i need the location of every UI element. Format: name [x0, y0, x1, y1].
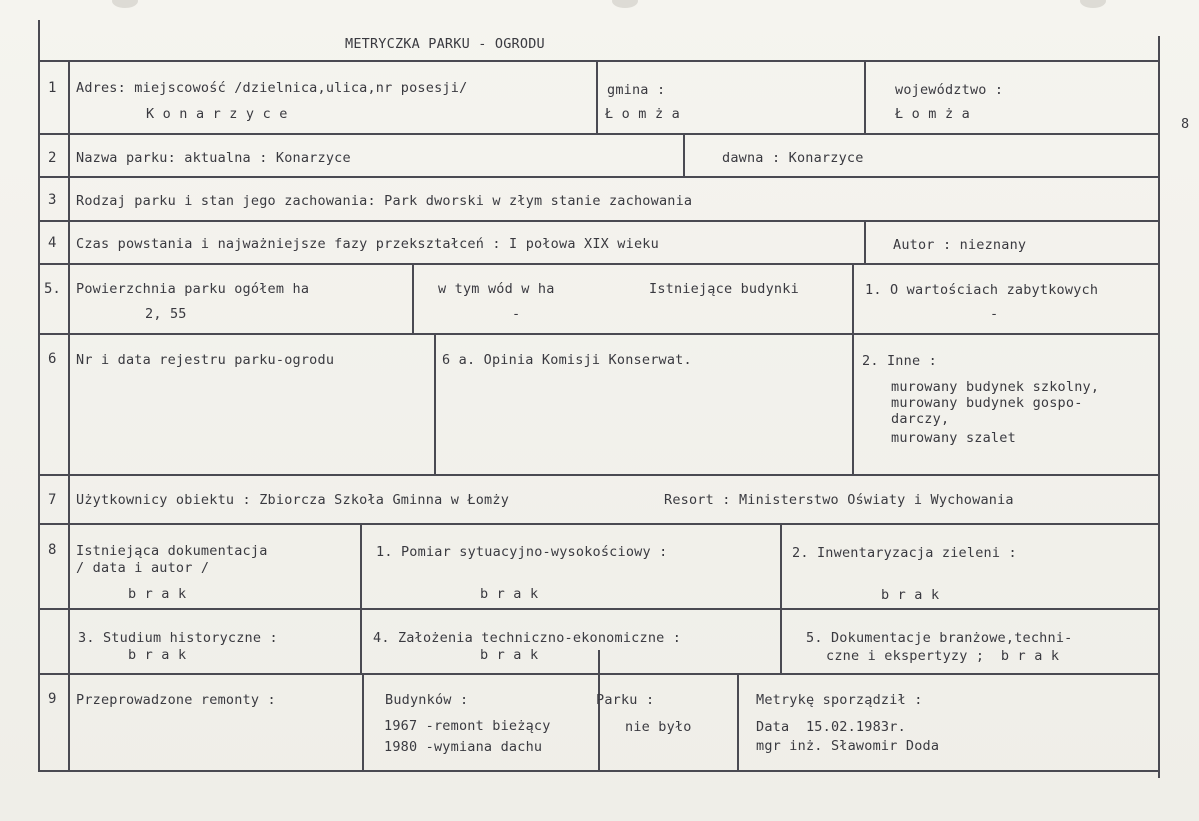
divider [362, 675, 364, 771]
punch-hole [1080, 0, 1106, 8]
repairs-label: Przeprowadzone remonty : [76, 692, 276, 708]
rule [38, 523, 1160, 525]
other-line: murowany budynek szkolny, [891, 379, 1100, 395]
water-label: w tym wód w ha [438, 281, 555, 297]
author: Autor : nieznany [893, 237, 1027, 253]
prepared-date: Data 15.02.1983r. [756, 719, 906, 735]
rule [38, 60, 1160, 62]
area-value: 2, 55 [145, 306, 187, 322]
park-repairs-label: Parku : [596, 692, 655, 708]
park-name-label: Nazwa parku: aktualna : Konarzyce [76, 150, 351, 166]
frame-right [1158, 36, 1160, 778]
survey-label: 1. Pomiar sytuacyjno-wysokościowy : [376, 544, 668, 560]
other-line: darczy, [891, 411, 950, 427]
row-number: 9 [48, 691, 57, 707]
divider [852, 265, 854, 475]
register-label: Nr i data rejestru parku-ogrodu [76, 352, 335, 368]
divider [737, 675, 739, 771]
divider [864, 62, 866, 134]
divider [360, 525, 362, 609]
rule [38, 220, 1160, 222]
documentation-value: b r a k [128, 586, 187, 602]
water-value: - [512, 306, 521, 322]
park-repairs-value: nie było [625, 719, 692, 735]
gmina-value: Ł o m ż a [605, 106, 680, 122]
resort: Resort : Ministerstwo Oświaty i Wychowania [664, 492, 1014, 508]
prepared-by-label: Metrykę sporządził : [756, 692, 923, 708]
rule [38, 608, 1160, 610]
address-label: Adres: miejscowość /dzielnica,ulica,nr posesji/ [76, 80, 468, 96]
park-type: Rodzaj parku i stan jego zachowania: Park dworski w złym stanie zachowania [76, 193, 693, 209]
divider [596, 62, 598, 134]
rule [38, 474, 1160, 476]
creation-time: Czas powstania i najważniejsze fazy przekształceń : I połowa XIX wieku [76, 236, 659, 252]
documentation-label: / data i autor / [76, 560, 210, 576]
address-value: K o n a r z y c e [146, 106, 288, 122]
tech-assumptions-value: b r a k [480, 647, 539, 663]
greenery-label: 2. Inwentaryzacja zieleni : [792, 545, 1017, 561]
row-number: 2 [48, 150, 57, 166]
buildings-repair: 1980 -wymiana dachu [384, 739, 543, 755]
gmina-label: gmina : [607, 82, 666, 98]
divider [598, 650, 600, 771]
divider [434, 335, 436, 475]
divider [412, 265, 414, 335]
documentation-label: Istniejąca dokumentacja [76, 543, 268, 559]
row-number: 5. [44, 281, 61, 297]
history-study-label: 3. Studium historyczne : [78, 630, 278, 646]
divider [360, 610, 362, 674]
buildings-repairs-label: Budynków : [385, 692, 469, 708]
tech-assumptions-label: 4. Założenia techniczno-ekonomiczne : [373, 630, 682, 646]
divider [864, 222, 866, 264]
rule [38, 263, 1160, 265]
voivodeship-label: województwo : [895, 82, 1004, 98]
buildings-repair: 1967 -remont bieżący [384, 718, 551, 734]
divider [780, 525, 782, 675]
card-title: METRYCZKA PARKU - OGRODU [345, 36, 545, 52]
park-old-name: dawna : Konarzyce [722, 150, 864, 166]
branch-docs-label: czne i ekspertyzy ; b r a k [826, 648, 1060, 664]
greenery-value: b r a k [881, 587, 940, 603]
area-label: Powierzchnia parku ogółem ha [76, 281, 310, 297]
punch-hole [112, 0, 138, 8]
row-number: 3 [48, 192, 57, 208]
voivodeship-value: Ł o m ż a [895, 106, 970, 122]
punch-hole [612, 0, 638, 8]
rule [38, 176, 1160, 178]
row-number: 1 [48, 80, 57, 96]
rule [38, 133, 1160, 135]
divider [683, 135, 685, 177]
other-line: murowany szalet [891, 430, 1016, 446]
page-mark: 8 [1181, 116, 1190, 132]
row-number: 6 [48, 351, 57, 367]
row-number: 4 [48, 235, 57, 251]
rule [38, 333, 1160, 335]
survey-value: b r a k [480, 586, 539, 602]
other-line: murowany budynek gospo- [891, 395, 1083, 411]
row-number: 8 [48, 542, 57, 558]
other-label: 2. Inne : [862, 353, 937, 369]
commission-opinion-label: 6 a. Opinia Komisji Konserwat. [442, 352, 692, 368]
prepared-name: mgr inż. Sławomir Doda [756, 738, 940, 754]
row-number: 7 [48, 492, 57, 508]
history-study-value: b r a k [128, 647, 187, 663]
branch-docs-label: 5. Dokumentacje branżowe,techni- [806, 630, 1073, 646]
historic-value: - [990, 306, 999, 322]
users: Użytkownicy obiektu : Zbiorcza Szkoła Gminna w Łomży [76, 492, 510, 508]
buildings-label: Istniejące budynki [649, 281, 799, 297]
number-column-divider [68, 60, 70, 772]
historic-value-label: 1. O wartościach zabytkowych [865, 282, 1099, 298]
